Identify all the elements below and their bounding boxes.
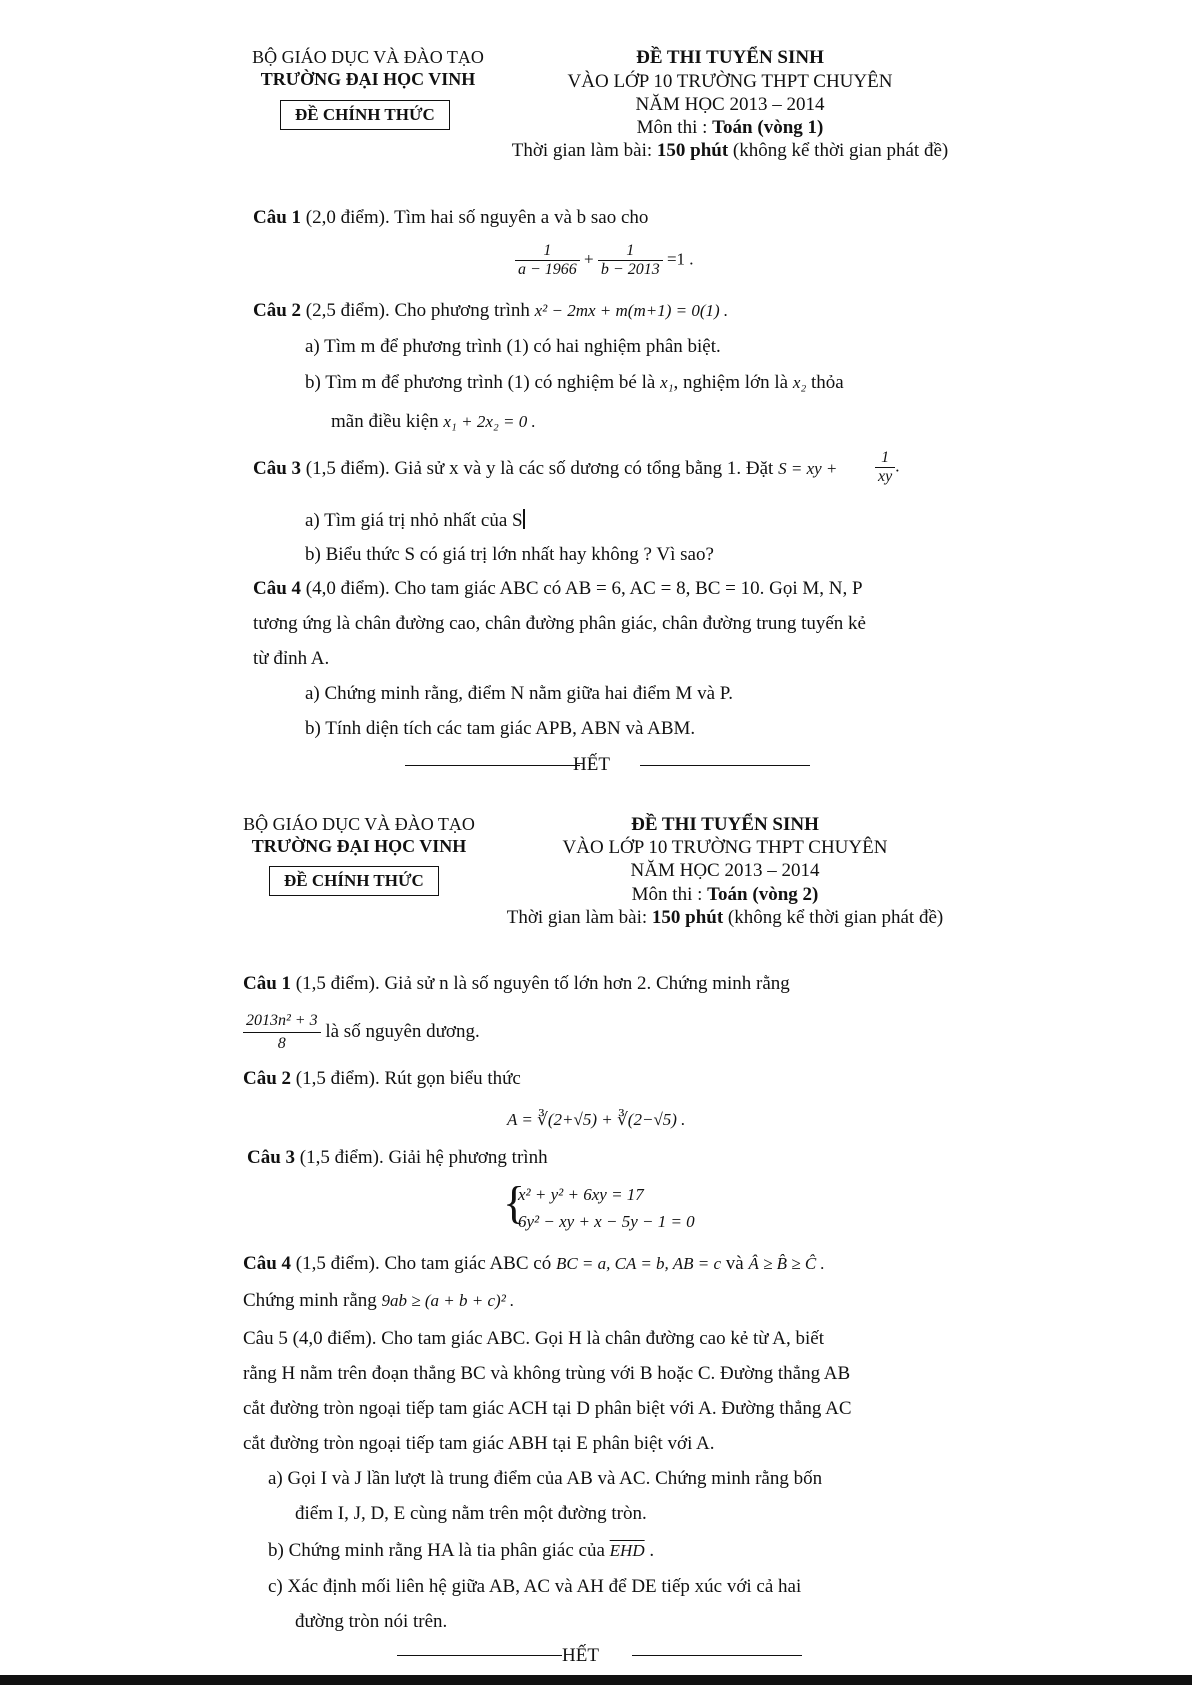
exam2-university: TRƯỜNG ĐẠI HỌC VINH (251, 836, 467, 856)
exam2-q5c-line2: đường tròn nói trên. (295, 1611, 448, 1632)
exam1-q4a: a) Chứng minh rằng, điểm N nằm giữa hai điểm M và P. (305, 683, 733, 704)
exam2-q5-line3: cắt đường tròn ngoại tiếp tam giác ACH tại D phân biệt với A. Đường thẳng AC (243, 1398, 852, 1419)
exam2-q3-text: (1,5 điểm). Giải hệ phương trình (295, 1147, 548, 1168)
exam2-q1-label: Câu 1 (243, 973, 292, 994)
exam1-q1-equation: $\frac{1}{a - 1966}$ + $\frac{1}{b - 2013}$ =1 . (515, 242, 694, 279)
exam1-q1-frac1-num: 1 (515, 242, 580, 261)
exam1-q3-frac (875, 449, 899, 486)
exam1-q4 (253, 578, 863, 600)
exam1-q1-label: Câu 1 (253, 207, 302, 228)
exam1-q4b: b) Tính diện tích các tam giác APB, ABN và ABM. (305, 718, 696, 739)
exam2-q2 (243, 1068, 521, 1090)
exam2-q4-text: (1,5 điểm). Cho tam giác ABC có (291, 1253, 556, 1274)
exam1-q4-line3: từ đỉnh A. (253, 648, 330, 669)
exam1-end-rule-left (405, 765, 580, 766)
exam2-subject-prefix: Môn thi : (631, 884, 708, 905)
exam2-end-rule-right (632, 1655, 802, 1656)
exam1-q2b-text4: mãn điều kiện (331, 411, 444, 432)
exam2-q2-expression: A = ∛(2+√5) + ∛(2−√5) . (507, 1110, 686, 1129)
exam2-q1-frac-num: 2013n² + 3 (243, 1010, 321, 1033)
exam2-q1-line2 (243, 1010, 480, 1055)
exam1-q3b: b) Biểu thức S có giá trị lớn nhất hay không ? Vì sao? (305, 544, 714, 565)
exam2-q3-brace-icon: { (503, 1177, 526, 1228)
exam1-q1-frac2 (598, 242, 663, 279)
exam1-end: HẾT (573, 754, 610, 775)
exam2-q1 (243, 973, 790, 995)
exam1-q3-s: S = xy + (778, 459, 838, 478)
exam2-q4-line2-text: Chứng minh rằng (243, 1290, 382, 1311)
exam2-time (475, 907, 975, 929)
exam2-time-value: 150 phút (651, 907, 724, 928)
exam2-year: NĂM HỌC 2013 – 2014 (630, 860, 820, 881)
exam1-q3-label: Câu 3 (253, 458, 302, 479)
exam2-q2-label: Câu 2 (243, 1068, 292, 1089)
exam1-q1-text: (2,0 điểm). Tìm hai số nguyên a và b sao cho (301, 207, 649, 228)
exam1-end-rule-right (640, 765, 810, 766)
exam1-q2-label: Câu 2 (253, 300, 302, 321)
exam1-subtitle: VÀO LỚP 10 TRƯỜNG THPT CHUYÊN (567, 71, 893, 92)
exam1-subject (540, 117, 920, 139)
exam2-q5b-dot: . (644, 1540, 655, 1561)
exam2-q4-label: Câu 4 (243, 1253, 292, 1274)
exam2-title: ĐỀ THI TUYỂN SINH (631, 814, 819, 835)
exam1-q3-frac-den: xy (878, 468, 893, 485)
exam1-q2b-text3: thỏa (806, 372, 844, 393)
exam1-q2-text: (2,5 điểm). Cho phương trình (301, 300, 535, 321)
exam1-q3-dot: . (895, 456, 900, 476)
exam1-subject-prefix: Môn thi : (636, 117, 713, 138)
exam1-q1-frac2-den: b − 2013 (600, 261, 660, 278)
exam2-q1-frac (243, 1010, 321, 1055)
exam2-time-prefix: Thời gian làm bài: (506, 907, 652, 928)
exam1-q1-frac2-num: 1 (598, 242, 663, 261)
exam2-q5-line2: rằng H nằm trên đoạn thẳng BC và không trùng với B hoặc C. Đường thẳng AB (243, 1363, 851, 1384)
exam2-official-badge: ĐỀ CHÍNH THỨC (269, 866, 439, 896)
exam1-q3-frac-num: 1 (875, 449, 895, 468)
exam1-q4-text1: (4,0 điểm). Cho tam giác ABC có AB = 6, AC = 8, BC = 10. Gọi M, N, P (301, 578, 863, 599)
exam1-q2b-condition: x₁ + 2x₂ = 0 . (443, 412, 536, 431)
exam2-subtitle: VÀO LỚP 10 TRƯỜNG THPT CHUYÊN (562, 837, 888, 858)
exam2-end: HẾT (562, 1645, 599, 1666)
exam2-q5-line1: Câu 5 (4,0 điểm). Cho tam giác ABC. Gọi H là chân đường cao kẻ từ A, biết (243, 1328, 825, 1349)
exam2-q5b-text: b) Chứng minh rằng HA là tia phân giác của (268, 1540, 610, 1561)
exam1-q2b-text1: b) Tìm m để phương trình (1) có nghiệm bé là (305, 372, 661, 393)
exam2-subject (535, 884, 915, 906)
exam1-q1-tail: =1 . (666, 249, 694, 269)
exam2-time-suffix: (không kể thời gian phát đề) (723, 907, 944, 928)
exam1-q3a-text: a) Tìm giá trị nhỏ nhất của S (305, 510, 523, 531)
exam2-q3-eq1: x² + y² + 6xy = 17 (518, 1185, 644, 1204)
exam1-q3 (253, 458, 837, 480)
text-cursor-icon (523, 509, 525, 529)
exam2-q5b (268, 1540, 654, 1562)
exam2-q3 (247, 1147, 548, 1169)
exam2-ministry: BỘ GIÁO DỤC VÀ ĐÀO TẠO (243, 814, 475, 834)
exam1-q1 (253, 207, 648, 229)
exam2-q3-eq2: 6y² − xy + x − 5y − 1 = 0 (518, 1212, 695, 1231)
exam1-q2b (305, 372, 844, 394)
exam1-official-badge: ĐỀ CHÍNH THỨC (280, 100, 450, 130)
exam1-q4-label: Câu 4 (253, 578, 302, 599)
exam2-q5a-line2: điểm I, J, D, E cùng nằm trên một đường tròn. (295, 1503, 647, 1524)
exam1-q2b-x2: x₂ (792, 373, 807, 392)
exam2-q4-inequality: 9ab ≥ (a + b + c)² . (381, 1291, 515, 1310)
exam1-title: ĐỀ THI TUYỂN SINH (636, 47, 824, 68)
exam2-q1-text: (1,5 điểm). Giả sử n là số nguyên tố lớn hơn 2. Chứng minh rằng (291, 973, 790, 994)
exam1-q1-frac1 (515, 242, 580, 279)
exam1-q3-text: (1,5 điểm). Giả sử x và y là các số dương có tổng bằng 1. Đặt (301, 458, 779, 479)
exam2-end-rule-left (397, 1655, 562, 1656)
exam1-time-value: 150 phút (656, 140, 729, 161)
exam2-q5c-line1: c) Xác định mối liên hệ giữa AB, AC và AH để DE tiếp xúc với cả hai (268, 1576, 802, 1597)
exam1-q2b-text2: , nghiệm lớn là (673, 372, 793, 393)
exam2-q4-line2 (243, 1290, 514, 1312)
exam2-q4-expr: BC = a, CA = b, AB = c (555, 1254, 722, 1273)
bottom-border (0, 1675, 1192, 1685)
exam2-q4 (243, 1253, 825, 1275)
exam1-q2 (253, 300, 728, 322)
exam2-q1-tail: là số nguyên dương. (320, 1020, 480, 1042)
exam1-time-suffix: (không kể thời gian phát đề) (728, 140, 949, 161)
exam2-q5-line4: cắt đường tròn ngoại tiếp tam giác ABH tại E phân biệt với A. (243, 1433, 715, 1454)
exam1-year: NĂM HỌC 2013 – 2014 (635, 94, 825, 115)
exam2-q4-angles: Â ≥ B̂ ≥ Ĉ . (748, 1254, 825, 1273)
exam2-q3-label: Câu 3 (247, 1147, 296, 1168)
exam2-q5b-angle: $\overline{EHD}$ (609, 1541, 645, 1560)
exam1-university: TRƯỜNG ĐẠI HỌC VINH (260, 69, 476, 89)
exam1-q2b-x1: x₁ (660, 373, 674, 392)
exam1-ministry: BỘ GIÁO DỤC VÀ ĐÀO TẠO (252, 47, 484, 67)
exam1-q2a: a) Tìm m để phương trình (1) có hai nghiệm phân biệt. (305, 336, 721, 357)
exam1-q2b-cont (331, 411, 536, 433)
exam1-time-prefix: Thời gian làm bài: (511, 140, 657, 161)
exam2-subject-name: Toán (vòng 2) (707, 884, 819, 905)
exam2-q5a-line1: a) Gọi I và J lần lượt là trung điểm của AB và AC. Chứng minh rằng bốn (268, 1468, 823, 1489)
exam1-time (480, 140, 980, 162)
exam1-q1-frac1-den: a − 1966 (518, 261, 577, 278)
exam1-subject-name: Toán (vòng 1) (712, 117, 824, 138)
exam1-q4-line2: tương ứng là chân đường cao, chân đường phân giác, chân đường trung tuyến kẻ (253, 613, 866, 634)
exam1-q3a (305, 509, 525, 532)
exam2-q2-text: (1,5 điểm). Rút gọn biểu thức (291, 1068, 521, 1089)
exam2-q4-and: và (721, 1253, 749, 1274)
exam1-q2-equation: x² − 2mx + m(m+1) = 0(1) . (534, 301, 729, 320)
exam2-q1-frac-den: 8 (277, 1035, 286, 1052)
